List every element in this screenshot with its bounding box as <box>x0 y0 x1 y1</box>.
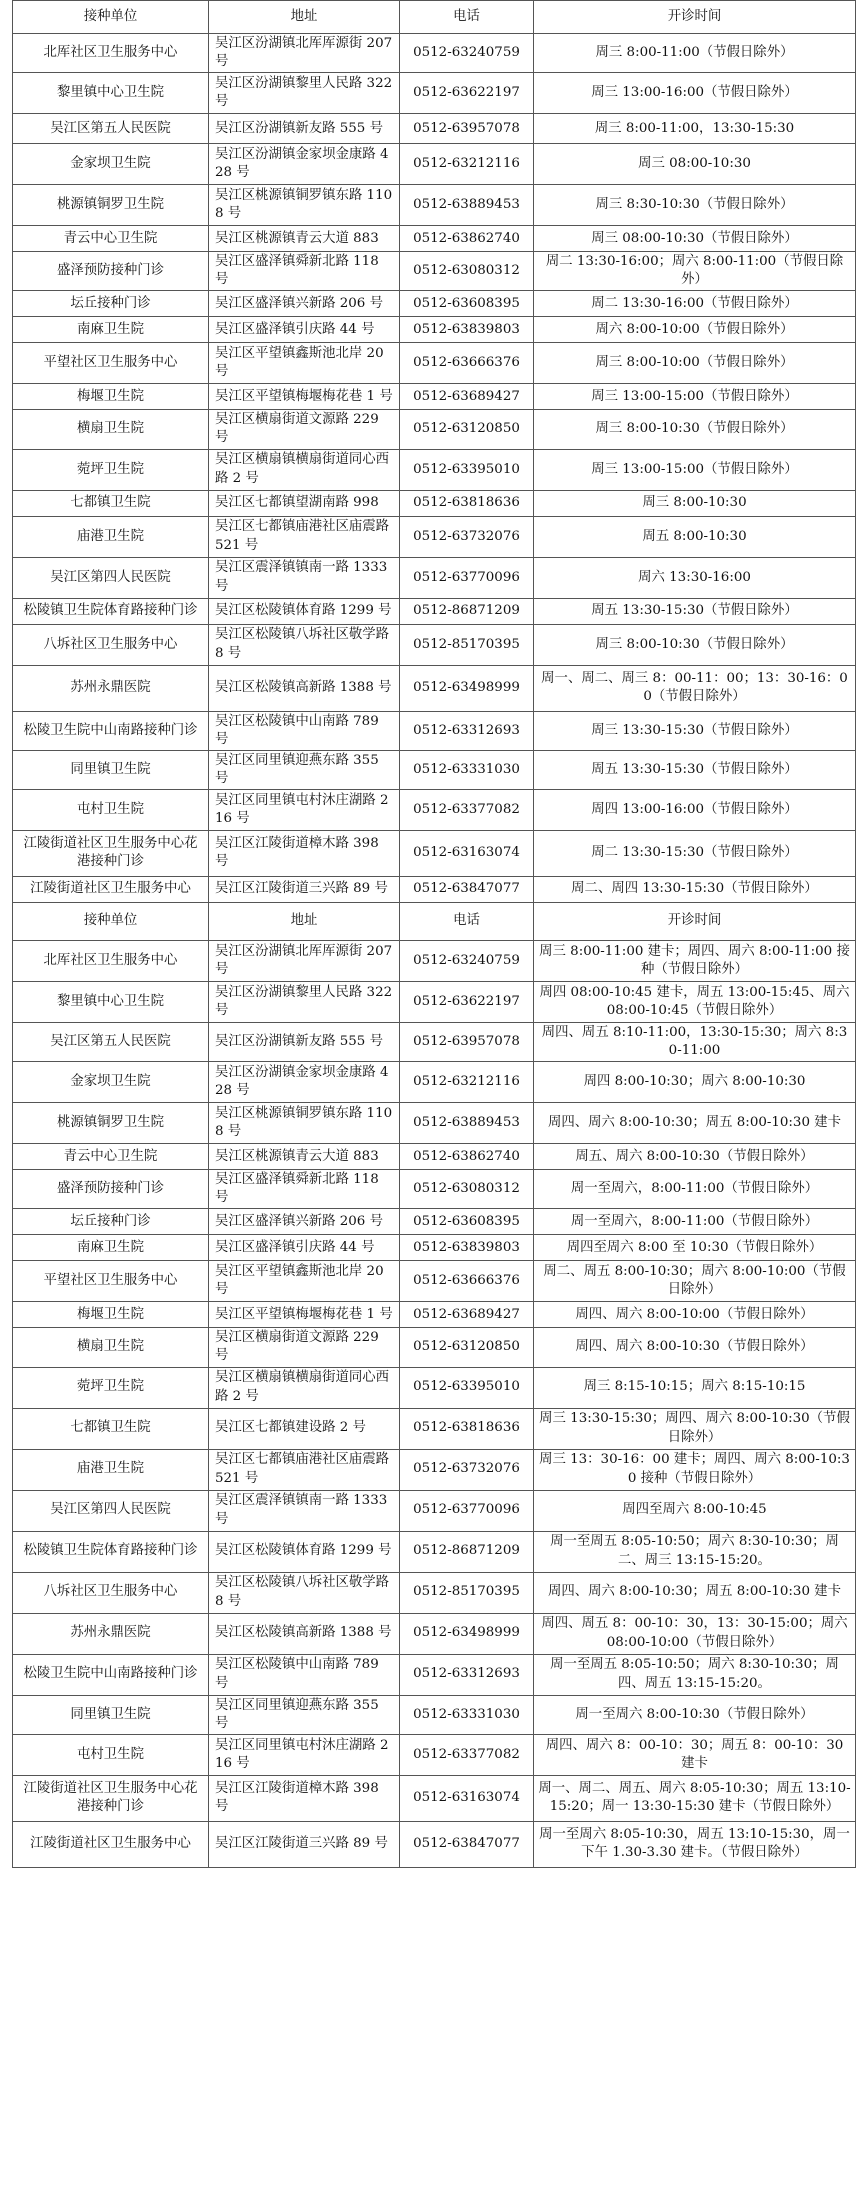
hours-cell: 周二 13:30-16:00；周六 8:00-11:00（节假日除外） <box>534 252 856 291</box>
header-address: 地址 <box>209 1 400 34</box>
hours-cell: 周三 8:00-10:30 <box>534 490 856 516</box>
table-row <box>13 981 856 1022</box>
unit-name-cell: 屯村卫生院 <box>13 1734 209 1775</box>
phone-cell: 0512-63847077 <box>400 1821 534 1867</box>
phone-cell: 0512-63120850 <box>400 1328 534 1367</box>
address-cell: 吴江区松陵镇中山南路 789 号 <box>209 1654 400 1695</box>
table-row <box>13 1613 856 1654</box>
address-cell: 吴江区桃源镇铜罗镇东路 1108 号 <box>209 1103 400 1144</box>
unit-name-cell: 桃源镇铜罗卫生院 <box>13 185 209 226</box>
table-row <box>13 114 856 144</box>
unit-name-cell: 平望社区卫生服务中心 <box>13 343 209 384</box>
header-row <box>13 902 856 940</box>
unit-name-cell: 松陵卫生院中山南路接种门诊 <box>13 1654 209 1695</box>
unit-name-cell: 坛丘接种门诊 <box>13 291 209 317</box>
table-row <box>13 1261 856 1302</box>
hours-cell: 周一至周六，8:00-11:00（节假日除外） <box>534 1209 856 1235</box>
unit-name-cell: 吴江区第五人民医院 <box>13 1022 209 1061</box>
unit-name-cell: 吴江区第四人民医院 <box>13 1490 209 1531</box>
unit-name-cell: 松陵镇卫生院体育路接种门诊 <box>13 1531 209 1572</box>
phone-cell: 0512-63312693 <box>400 711 534 750</box>
unit-name-cell: 金家坝卫生院 <box>13 144 209 185</box>
hours-cell: 周三 8:00-10:00（节假日除外） <box>534 343 856 384</box>
phone-cell: 0512-63847077 <box>400 876 534 902</box>
phone-cell: 0512-63957078 <box>400 114 534 144</box>
phone-cell: 0512-85170395 <box>400 624 534 665</box>
hours-cell: 周一、周二、周五、周六 8:05-10:30；周五 13:10-15:20；周一 13:30-15:30 建卡（节假日除外） <box>534 1775 856 1821</box>
phone-cell: 0512-63839803 <box>400 1235 534 1261</box>
unit-name-cell: 八坼社区卫生服务中心 <box>13 624 209 665</box>
phone-cell: 0512-63120850 <box>400 410 534 449</box>
table-row <box>13 73 856 114</box>
unit-name-cell: 南麻卫生院 <box>13 1235 209 1261</box>
address-cell: 吴江区桃源镇青云大道 883 <box>209 1144 400 1170</box>
table-row <box>13 1103 856 1144</box>
address-cell: 吴江区平望镇梅堰梅花巷 1 号 <box>209 1302 400 1328</box>
unit-name-cell: 江陵街道社区卫生服务中心花港接种门诊 <box>13 1775 209 1821</box>
hours-cell: 周五 8:00-10:30 <box>534 516 856 557</box>
table-row <box>13 516 856 557</box>
table-row <box>13 665 856 711</box>
table-row <box>13 410 856 449</box>
table-row <box>13 598 856 624</box>
address-cell: 吴江区平望镇鑫斯池北岸 20 号 <box>209 1261 400 1302</box>
hours-cell: 周六 8:00-10:00（节假日除外） <box>534 317 856 343</box>
unit-name-cell: 梅堰卫生院 <box>13 1302 209 1328</box>
unit-name-cell: 苏州永鼎医院 <box>13 665 209 711</box>
table-row <box>13 1490 856 1531</box>
hours-cell: 周二 13:30-16:00（节假日除外） <box>534 291 856 317</box>
hours-cell: 周三 13：30-16：00 建卡；周四、周六 8:00-10:30 接种（节假日除外） <box>534 1449 856 1490</box>
phone-cell: 0512-63312693 <box>400 1654 534 1695</box>
address-cell: 吴江区松陵镇高新路 1388 号 <box>209 665 400 711</box>
phone-cell: 0512-63889453 <box>400 185 534 226</box>
unit-name-cell: 江陵街道社区卫生服务中心花港接种门诊 <box>13 830 209 876</box>
table-row <box>13 317 856 343</box>
address-cell: 吴江区盛泽镇引庆路 44 号 <box>209 1235 400 1261</box>
hours-cell: 周二、周五 8:00-10:30；周六 8:00-10:00（节假日除外） <box>534 1261 856 1302</box>
phone-cell: 0512-63818636 <box>400 1408 534 1449</box>
hours-cell: 周三 8:00-11:00 建卡；周四、周六 8:00-11:00 接种（节假日除外） <box>534 940 856 981</box>
table-row <box>13 291 856 317</box>
phone-cell: 0512-63818636 <box>400 490 534 516</box>
hours-cell: 周一至周六 8:00-10:30（节假日除外） <box>534 1695 856 1734</box>
unit-name-cell: 北厍社区卫生服务中心 <box>13 940 209 981</box>
header-phone: 电话 <box>400 902 534 940</box>
unit-name-cell: 吴江区第五人民医院 <box>13 114 209 144</box>
table-row <box>13 940 856 981</box>
phone-cell: 0512-63331030 <box>400 750 534 789</box>
unit-name-cell: 同里镇卫生院 <box>13 750 209 789</box>
table-row <box>13 1302 856 1328</box>
phone-cell: 0512-63622197 <box>400 981 534 1022</box>
hours-cell: 周一至周五 8:05-10:50；周六 8:30-10:30；周二、周三 13:15-15:20。 <box>534 1531 856 1572</box>
address-cell: 吴江区松陵镇体育路 1299 号 <box>209 598 400 624</box>
table-row <box>13 1654 856 1695</box>
address-cell: 吴江区七都镇庙港社区庙震路 521 号 <box>209 516 400 557</box>
vaccination-schedule-table <box>12 0 856 1868</box>
unit-name-cell: 青云中心卫生院 <box>13 226 209 252</box>
address-cell: 吴江区横扇镇横扇街道同心西路 2 号 <box>209 449 400 490</box>
unit-name-cell: 黎里镇中心卫生院 <box>13 73 209 114</box>
address-cell: 吴江区横扇街道文源路 229 号 <box>209 410 400 449</box>
hours-cell: 周四、周六 8:00-10:30；周五 8:00-10:30 建卡 <box>534 1572 856 1613</box>
hours-cell: 周四、周五 8：00-10：30，13：30-15:00；周六 08:00-10:00（节假日除外） <box>534 1613 856 1654</box>
address-cell: 吴江区七都镇庙港社区庙震路 521 号 <box>209 1449 400 1490</box>
unit-name-cell: 盛泽预防接种门诊 <box>13 252 209 291</box>
address-cell: 吴江区江陵街道三兴路 89 号 <box>209 1821 400 1867</box>
table-row <box>13 490 856 516</box>
header-phone: 电话 <box>400 1 534 34</box>
unit-name-cell: 七都镇卫生院 <box>13 1408 209 1449</box>
hours-cell: 周五、周六 8:00-10:30（节假日除外） <box>534 1144 856 1170</box>
hours-cell: 周一至周五 8:05-10:50；周六 8:30-10:30；周四、周五 13:15-15:20。 <box>534 1654 856 1695</box>
phone-cell: 0512-63212116 <box>400 144 534 185</box>
unit-name-cell: 青云中心卫生院 <box>13 1144 209 1170</box>
phone-cell: 0512-63212116 <box>400 1062 534 1103</box>
phone-cell: 0512-63395010 <box>400 449 534 490</box>
table-row <box>13 624 856 665</box>
table-row <box>13 1775 856 1821</box>
phone-cell: 0512-63770096 <box>400 1490 534 1531</box>
phone-cell: 0512-63862740 <box>400 1144 534 1170</box>
hours-cell: 周三 8:30-10:30（节假日除外） <box>534 185 856 226</box>
unit-name-cell: 吴江区第四人民医院 <box>13 557 209 598</box>
phone-cell: 0512-63377082 <box>400 789 534 830</box>
address-cell: 吴江区横扇街道文源路 229 号 <box>209 1328 400 1367</box>
hours-cell: 周三 13:30-15:30（节假日除外） <box>534 711 856 750</box>
phone-cell: 0512-63240759 <box>400 940 534 981</box>
table-row <box>13 343 856 384</box>
address-cell: 吴江区七都镇望湖南路 998 <box>209 490 400 516</box>
unit-name-cell: 横扇卫生院 <box>13 410 209 449</box>
hours-cell: 周一至周六，8:00-11:00（节假日除外） <box>534 1170 856 1209</box>
unit-name-cell: 金家坝卫生院 <box>13 1062 209 1103</box>
header-hours: 开诊时间 <box>534 902 856 940</box>
address-cell: 吴江区同里镇屯村沐庄湖路 216 号 <box>209 789 400 830</box>
hours-cell: 周三 13:00-15:00（节假日除外） <box>534 384 856 410</box>
address-cell: 吴江区汾湖镇黎里人民路 322 号 <box>209 981 400 1022</box>
unit-name-cell: 北厍社区卫生服务中心 <box>13 34 209 73</box>
hours-cell: 周四、周六 8:00-10:30；周五 8:00-10:30 建卡 <box>534 1103 856 1144</box>
address-cell: 吴江区松陵镇八坼社区敬学路 8 号 <box>209 1572 400 1613</box>
phone-cell: 0512-63608395 <box>400 291 534 317</box>
phone-cell: 0512-63080312 <box>400 252 534 291</box>
table-row <box>13 1531 856 1572</box>
hours-cell: 周三 13:00-16:00（节假日除外） <box>534 73 856 114</box>
address-cell: 吴江区盛泽镇舜新北路 118 号 <box>209 1170 400 1209</box>
header-address: 地址 <box>209 902 400 940</box>
address-cell: 吴江区松陵镇高新路 1388 号 <box>209 1613 400 1654</box>
table-row <box>13 711 856 750</box>
address-cell: 吴江区汾湖镇黎里人民路 322 号 <box>209 73 400 114</box>
address-cell: 吴江区盛泽镇兴新路 206 号 <box>209 291 400 317</box>
table-row <box>13 750 856 789</box>
unit-name-cell: 七都镇卫生院 <box>13 490 209 516</box>
unit-name-cell: 南麻卫生院 <box>13 317 209 343</box>
unit-name-cell: 同里镇卫生院 <box>13 1695 209 1734</box>
address-cell: 吴江区震泽镇镇南一路 1333 号 <box>209 557 400 598</box>
address-cell: 吴江区盛泽镇兴新路 206 号 <box>209 1209 400 1235</box>
table-row <box>13 557 856 598</box>
unit-name-cell: 盛泽预防接种门诊 <box>13 1170 209 1209</box>
unit-name-cell: 平望社区卫生服务中心 <box>13 1261 209 1302</box>
table-row <box>13 1170 856 1209</box>
table-row <box>13 34 856 73</box>
address-cell: 吴江区盛泽镇舜新北路 118 号 <box>209 252 400 291</box>
table-row <box>13 252 856 291</box>
address-cell: 吴江区江陵街道樟木路 398 号 <box>209 830 400 876</box>
phone-cell: 0512-63498999 <box>400 1613 534 1654</box>
address-cell: 吴江区汾湖镇新友路 555 号 <box>209 1022 400 1061</box>
address-cell: 吴江区同里镇迎燕东路 355 号 <box>209 1695 400 1734</box>
table-row <box>13 789 856 830</box>
address-cell: 吴江区七都镇建设路 2 号 <box>209 1408 400 1449</box>
hours-cell: 周四 13:00-16:00（节假日除外） <box>534 789 856 830</box>
address-cell: 吴江区汾湖镇北厍厍源街 207 号 <box>209 34 400 73</box>
address-cell: 吴江区松陵镇中山南路 789 号 <box>209 711 400 750</box>
address-cell: 吴江区松陵镇体育路 1299 号 <box>209 1531 400 1572</box>
hours-cell: 周三 8:15-10:15；周六 8:15-10:15 <box>534 1367 856 1408</box>
phone-cell: 0512-63377082 <box>400 1734 534 1775</box>
table-row <box>13 1572 856 1613</box>
table-row <box>13 830 856 876</box>
hours-cell: 周四、周五 8:10-11:00，13:30-15:30；周六 8:30-11:00 <box>534 1022 856 1061</box>
table-row <box>13 1209 856 1235</box>
phone-cell: 0512-63666376 <box>400 343 534 384</box>
address-cell: 吴江区平望镇梅堰梅花巷 1 号 <box>209 384 400 410</box>
unit-name-cell: 屯村卫生院 <box>13 789 209 830</box>
hours-cell: 周三 8:00-10:30（节假日除外） <box>534 410 856 449</box>
header-unit: 接种单位 <box>13 902 209 940</box>
table-row <box>13 1062 856 1103</box>
table-row <box>13 1235 856 1261</box>
table-row <box>13 1408 856 1449</box>
unit-name-cell: 江陵街道社区卫生服务中心 <box>13 876 209 902</box>
unit-name-cell: 庙港卫生院 <box>13 1449 209 1490</box>
hours-cell: 周二、周四 13:30-15:30（节假日除外） <box>534 876 856 902</box>
unit-name-cell: 黎里镇中心卫生院 <box>13 981 209 1022</box>
phone-cell: 0512-63331030 <box>400 1695 534 1734</box>
phone-cell: 0512-86871209 <box>400 598 534 624</box>
hours-cell: 周三 08:00-10:30 <box>534 144 856 185</box>
phone-cell: 0512-86871209 <box>400 1531 534 1572</box>
unit-name-cell: 江陵街道社区卫生服务中心 <box>13 1821 209 1867</box>
hours-cell: 周三 8:00-11:00（节假日除外） <box>534 34 856 73</box>
hours-cell: 周一至周六 8:05-10:30，周五 13:10-15:30，周一下午 1.30-3.30 建卡。（节假日除外） <box>534 1821 856 1867</box>
address-cell: 吴江区桃源镇铜罗镇东路 1108 号 <box>209 185 400 226</box>
phone-cell: 0512-63770096 <box>400 557 534 598</box>
unit-name-cell: 菀坪卫生院 <box>13 449 209 490</box>
table-row <box>13 449 856 490</box>
unit-name-cell: 横扇卫生院 <box>13 1328 209 1367</box>
hours-cell: 周四至周六 8:00 至 10:30（节假日除外） <box>534 1235 856 1261</box>
hours-cell: 周三 13:30-15:30；周四、周六 8:00-10:30（节假日除外） <box>534 1408 856 1449</box>
phone-cell: 0512-63622197 <box>400 73 534 114</box>
phone-cell: 0512-63689427 <box>400 1302 534 1328</box>
address-cell: 吴江区桃源镇青云大道 883 <box>209 226 400 252</box>
hours-cell: 周三 08:00-10:30（节假日除外） <box>534 226 856 252</box>
hours-cell: 周四 8:00-10:30；周六 8:00-10:30 <box>534 1062 856 1103</box>
address-cell: 吴江区同里镇屯村沐庄湖路 216 号 <box>209 1734 400 1775</box>
unit-name-cell: 苏州永鼎医院 <box>13 1613 209 1654</box>
address-cell: 吴江区汾湖镇金家坝金康路 428 号 <box>209 144 400 185</box>
phone-cell: 0512-63957078 <box>400 1022 534 1061</box>
hours-cell: 周四、周六 8：00-10：30；周五 8：00-10：30 建卡 <box>534 1734 856 1775</box>
phone-cell: 0512-63862740 <box>400 226 534 252</box>
unit-name-cell: 桃源镇铜罗卫生院 <box>13 1103 209 1144</box>
table-row <box>13 144 856 185</box>
address-cell: 吴江区平望镇鑫斯池北岸 20 号 <box>209 343 400 384</box>
phone-cell: 0512-63163074 <box>400 830 534 876</box>
phone-cell: 0512-63889453 <box>400 1103 534 1144</box>
address-cell: 吴江区汾湖镇金家坝金康路 428 号 <box>209 1062 400 1103</box>
hours-cell: 周三 13:00-15:00（节假日除外） <box>534 449 856 490</box>
hours-cell: 周三 8:00-10:30（节假日除外） <box>534 624 856 665</box>
address-cell: 吴江区横扇镇横扇街道同心西路 2 号 <box>209 1367 400 1408</box>
table-row <box>13 876 856 902</box>
phone-cell: 0512-63608395 <box>400 1209 534 1235</box>
phone-cell: 0512-63666376 <box>400 1261 534 1302</box>
unit-name-cell: 松陵镇卫生院体育路接种门诊 <box>13 598 209 624</box>
phone-cell: 0512-63395010 <box>400 1367 534 1408</box>
table-row <box>13 185 856 226</box>
table-row <box>13 1449 856 1490</box>
phone-cell: 0512-63163074 <box>400 1775 534 1821</box>
hours-cell: 周四、周六 8:00-10:00（节假日除外） <box>534 1302 856 1328</box>
hours-cell: 周四至周六 8:00-10:45 <box>534 1490 856 1531</box>
address-cell: 吴江区松陵镇八坼社区敬学路 8 号 <box>209 624 400 665</box>
phone-cell: 0512-63689427 <box>400 384 534 410</box>
hours-cell: 周三 8:00-11:00，13:30-15:30 <box>534 114 856 144</box>
table-row <box>13 1144 856 1170</box>
unit-name-cell: 梅堰卫生院 <box>13 384 209 410</box>
hours-cell: 周四、周六 8:00-10:30（节假日除外） <box>534 1328 856 1367</box>
address-cell: 吴江区江陵街道三兴路 89 号 <box>209 876 400 902</box>
address-cell: 吴江区盛泽镇引庆路 44 号 <box>209 317 400 343</box>
phone-cell: 0512-63839803 <box>400 317 534 343</box>
address-cell: 吴江区同里镇迎燕东路 355 号 <box>209 750 400 789</box>
unit-name-cell: 八坼社区卫生服务中心 <box>13 1572 209 1613</box>
unit-name-cell: 松陵卫生院中山南路接种门诊 <box>13 711 209 750</box>
header-unit: 接种单位 <box>13 1 209 34</box>
address-cell: 吴江区汾湖镇新友路 555 号 <box>209 114 400 144</box>
hours-cell: 周四 08:00-10:45 建卡，周五 13:00-15:45、周六 08:00-10:45（节假日除外） <box>534 981 856 1022</box>
table-row <box>13 1734 856 1775</box>
hours-cell: 周二 13:30-15:30（节假日除外） <box>534 830 856 876</box>
table-row <box>13 226 856 252</box>
phone-cell: 0512-63240759 <box>400 34 534 73</box>
table-row <box>13 1022 856 1061</box>
hours-cell: 周五 13:30-15:30（节假日除外） <box>534 750 856 789</box>
address-cell: 吴江区江陵街道樟木路 398 号 <box>209 1775 400 1821</box>
hours-cell: 周五 13:30-15:30（节假日除外） <box>534 598 856 624</box>
address-cell: 吴江区汾湖镇北厍厍源街 207 号 <box>209 940 400 981</box>
phone-cell: 0512-63080312 <box>400 1170 534 1209</box>
table-row <box>13 1695 856 1734</box>
table-row <box>13 1367 856 1408</box>
table-row <box>13 1821 856 1867</box>
table-row <box>13 384 856 410</box>
header-hours: 开诊时间 <box>534 1 856 34</box>
table-row <box>13 1328 856 1367</box>
phone-cell: 0512-85170395 <box>400 1572 534 1613</box>
unit-name-cell: 庙港卫生院 <box>13 516 209 557</box>
phone-cell: 0512-63498999 <box>400 665 534 711</box>
unit-name-cell: 坛丘接种门诊 <box>13 1209 209 1235</box>
hours-cell: 周一、周二、周三 8：00-11：00；13：30-16：00（节假日除外） <box>534 665 856 711</box>
unit-name-cell: 菀坪卫生院 <box>13 1367 209 1408</box>
phone-cell: 0512-63732076 <box>400 516 534 557</box>
hours-cell: 周六 13:30-16:00 <box>534 557 856 598</box>
phone-cell: 0512-63732076 <box>400 1449 534 1490</box>
header-row <box>13 1 856 34</box>
address-cell: 吴江区震泽镇镇南一路 1333 号 <box>209 1490 400 1531</box>
